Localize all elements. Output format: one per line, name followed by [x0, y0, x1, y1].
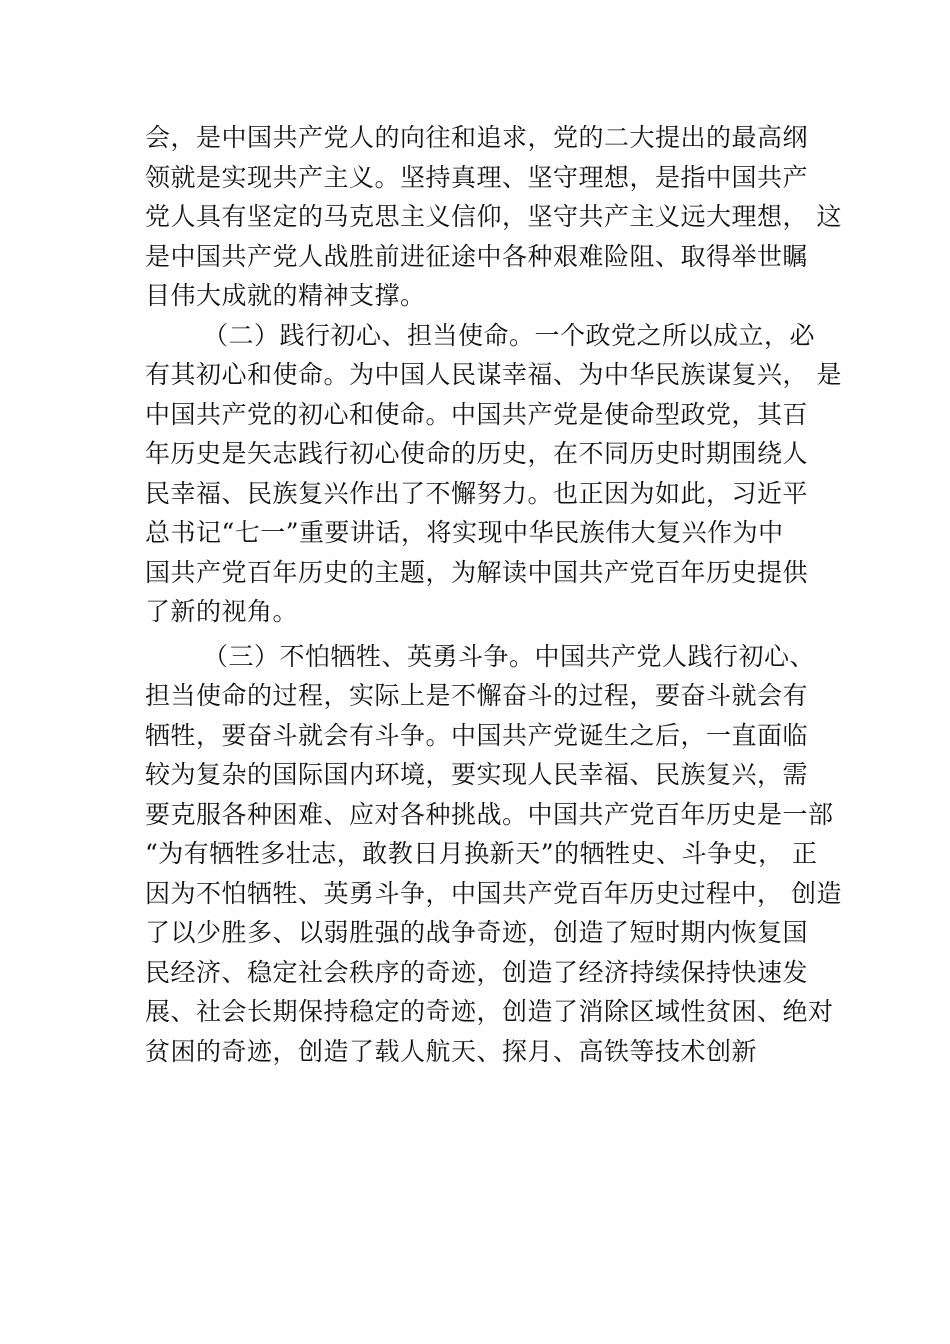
text-line: 中国共产党的初心和使命。中国共产党是使命型政党，其百 — [145, 399, 809, 429]
paragraph-2 — [145, 316, 842, 632]
text-line: “为有牺牲多壮志，敢教日月换新天”的牺牲史、斗争史， 正 — [145, 839, 818, 868]
text-line: 了新的视角。 — [145, 597, 299, 626]
text-line: 年历史是矢志践行初心使命的历史，在不同历史时期围绕人 — [145, 439, 809, 468]
paragraph-3 — [145, 637, 842, 1072]
text-line: （二）践行初心、担当使命。一个政党之所以成立，必 — [203, 320, 816, 350]
text-line: 了以少胜多、以弱胜强的战争奇迹，创造了短时期内恢复国 — [145, 918, 809, 947]
text-line: 民经济、稳定社会秩序的奇迹，创造了经济持续保持快速发 — [145, 957, 809, 987]
document-body — [145, 118, 842, 1071]
text-line: 贫困的奇迹，创造了载人航天、探月、高铁等技术创新 — [145, 1036, 758, 1066]
text-line: 因为不怕牺牲、英勇斗争，中国共产党百年历史过程中， 创造 — [145, 878, 842, 908]
text-line: 领就是实现共产主义。坚持真理、坚守理想，是指中国共产 — [145, 162, 809, 192]
text-line: 要克服各种困难、应对各种挑战。中国共产党百年历史是一部 — [145, 799, 834, 829]
text-line: 国共产党百年历史的主题，为解读中国共产党百年历史提供 — [145, 557, 809, 587]
paragraph-1 — [145, 118, 842, 316]
text-line: 民幸福、民族复兴作出了不懈努力。也正因为如此，习近平 — [145, 478, 809, 508]
text-line: 较为复杂的国际国内环境，要实现人民幸福、民族复兴，需 — [145, 760, 809, 789]
text-line: 总书记“七一”重要讲话，将实现中华民族伟大复兴作为中 — [145, 518, 784, 547]
text-line: 是中国共产党人战胜前进征途中各种艰难险阻、取得举世瞩 — [145, 241, 809, 271]
text-line: （三）不怕牺牲、英勇斗争。中国共产党人践行初心、 — [203, 641, 816, 671]
text-line: 党人具有坚定的马克思主义信仰，坚守共产主义远大理想， 这 — [145, 202, 842, 231]
text-line: 担当使命的过程，实际上是不懈奋斗的过程，要奋斗就会有 — [145, 681, 809, 710]
text-line: 有其初心和使命。为中国人民谋幸福、为中华民族谋复兴， 是 — [145, 360, 842, 389]
text-line: 会，是中国共产党人的向往和追求，党的二大提出的最高纲 — [145, 123, 809, 152]
text-line: 目伟大成就的精神支撑。 — [145, 281, 426, 310]
text-line: 展、社会长期保持稳定的奇迹，创造了消除区域性贫困、绝对 — [145, 997, 834, 1026]
text-line: 牺牲，要奋斗就会有斗争。中国共产党诞生之后，一直面临 — [145, 720, 809, 750]
